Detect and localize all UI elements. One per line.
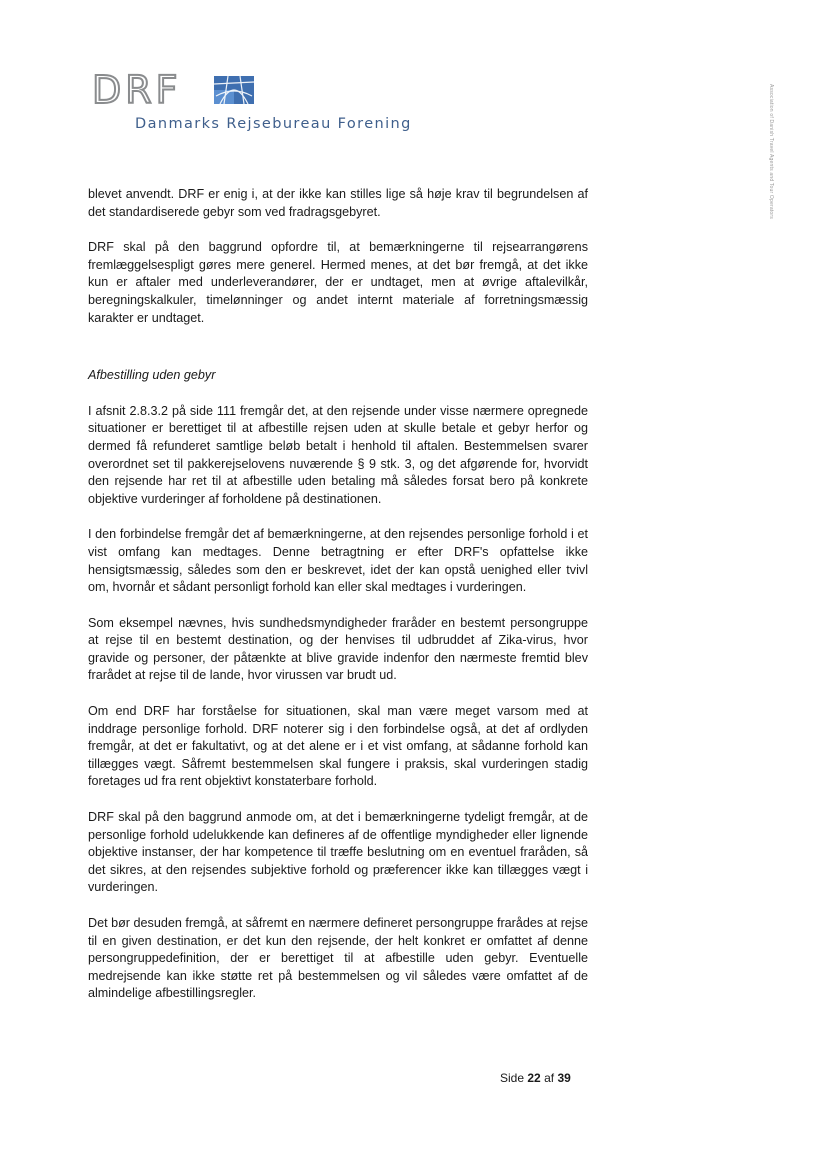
page-side-label: Side <box>500 1071 525 1085</box>
paragraph: I den forbindelse fremgår det af bemærkningerne, at den rejsendes personlige forhold i et vist omfang kan medtages. Denne betragtning er efter DRF's opfattelse ikke hensigtsmæssig, således som den er beskrevet, idet der kan opstå uenighed eller tvivl om, hvornår et sådant personligt forhold kan eller skal medtages i vurderingen. <box>88 527 588 595</box>
page-number <box>500 1071 571 1085</box>
section-heading: Afbestilling uden gebyr <box>88 368 216 383</box>
organization-name: Danmarks Rejsebureau Forening <box>135 116 412 132</box>
paragraph: Om end DRF har forståelse for situationen, skal man være meget varsom med at inddrage personlige forhold. DRF noterer sig i den forbindelse også, at det af ordlyden fremgår, at det er fakultativt, og at det alene er i et vist omfang, at sådanne forhold kan tillægges vægt. Såfremt bestemmelsen skal fungere i praksis, skal vurderingen stadig foretages ud fra rent objektivt konstaterbare forhold. <box>88 704 588 789</box>
paragraph: DRF skal på den baggrund anmode om, at det i bemærkningerne tydeligt fremgår, at de personlige forhold udelukkende kan defineres af de offentlige myndigheder eller lignende objektive instanser, der har kompetence til træffe beslutning om en eventuel fraråden, så det sikres, at den rejsendes subjektive forhold og præferencer ikke kan tillægges vægt i vurderingen. <box>88 810 588 895</box>
paragraph: Det bør desuden fremgå, at såfremt en nærmere defineret persongruppe frarådes at rejse til en given destination, er det kun den rejsende, der helt konkret er omfattet af denne persongruppedefinition, der er berettiget til at afbestille uden gebyr. Eventuelle medrejsende kan ikke støtte ret på bestemmelsen og vil således være omfattet af de almindelige afbestillingsregler. <box>88 916 588 1001</box>
total-pages: 39 <box>557 1071 571 1085</box>
paragraph: I afsnit 2.8.3.2 på side 111 fremgår det, at den rejsende under visse nærmere opregnede situationer er berettiget til at afbestille rejsen uden at skulle betale et gebyr herfor og dermed få refunderet samtlige beløb betalt i henhold til aftalen. Bestemmelsen svarer overordnet set til pakkerejselovens nuværende § 9 stk. 3, og det afgørende for, hvorvidt den rejsende har ret til at afbestille uden betaling må således forsat bero på konkrete objektive vurderinger af forholdene på destinationen. <box>88 403 588 506</box>
logo-letters: DRF <box>92 68 182 112</box>
paragraph: DRF skal på den baggrund opfordre til, at bemærkningerne til rejsearrangørens fremlæggelsespligt gøres mere generel. Hermed menes, at det bør fremgå, at det ikke kun er aftaler med underleverandører, der er undtaget, men at øvrige aftalevilkår, beregningskalkuler, timelønninger og andet internt materiale af forretningsmæssig karakter er undtaget. <box>88 240 588 325</box>
document-body <box>88 186 588 1021</box>
side-tagline: Association of Danish Travel Agents and Tour Operators <box>768 84 774 219</box>
globe-icon <box>214 76 254 104</box>
paragraph: blevet anvendt. DRF er enig i, at der ikke kan stilles lige så høje krav til begrundelsen af det standardiserede gebyr som ved fradragsgebyret. <box>88 187 588 219</box>
current-page: 22 <box>527 1071 541 1085</box>
page-of-label: af <box>544 1071 555 1085</box>
paragraph: Som eksempel nævnes, hvis sundhedsmyndigheder fraråder en bestemt persongruppe at rejse til en bestemt destination, og der henvises til udbruddet af Zika-virus, hvor gravide og personer, der påtænkte at blive gravide indenfor den nærmeste fremtid blev frarådet at rejse til de lande, hvor virussen var brudt ud. <box>88 615 588 683</box>
drf-logo <box>92 68 452 136</box>
